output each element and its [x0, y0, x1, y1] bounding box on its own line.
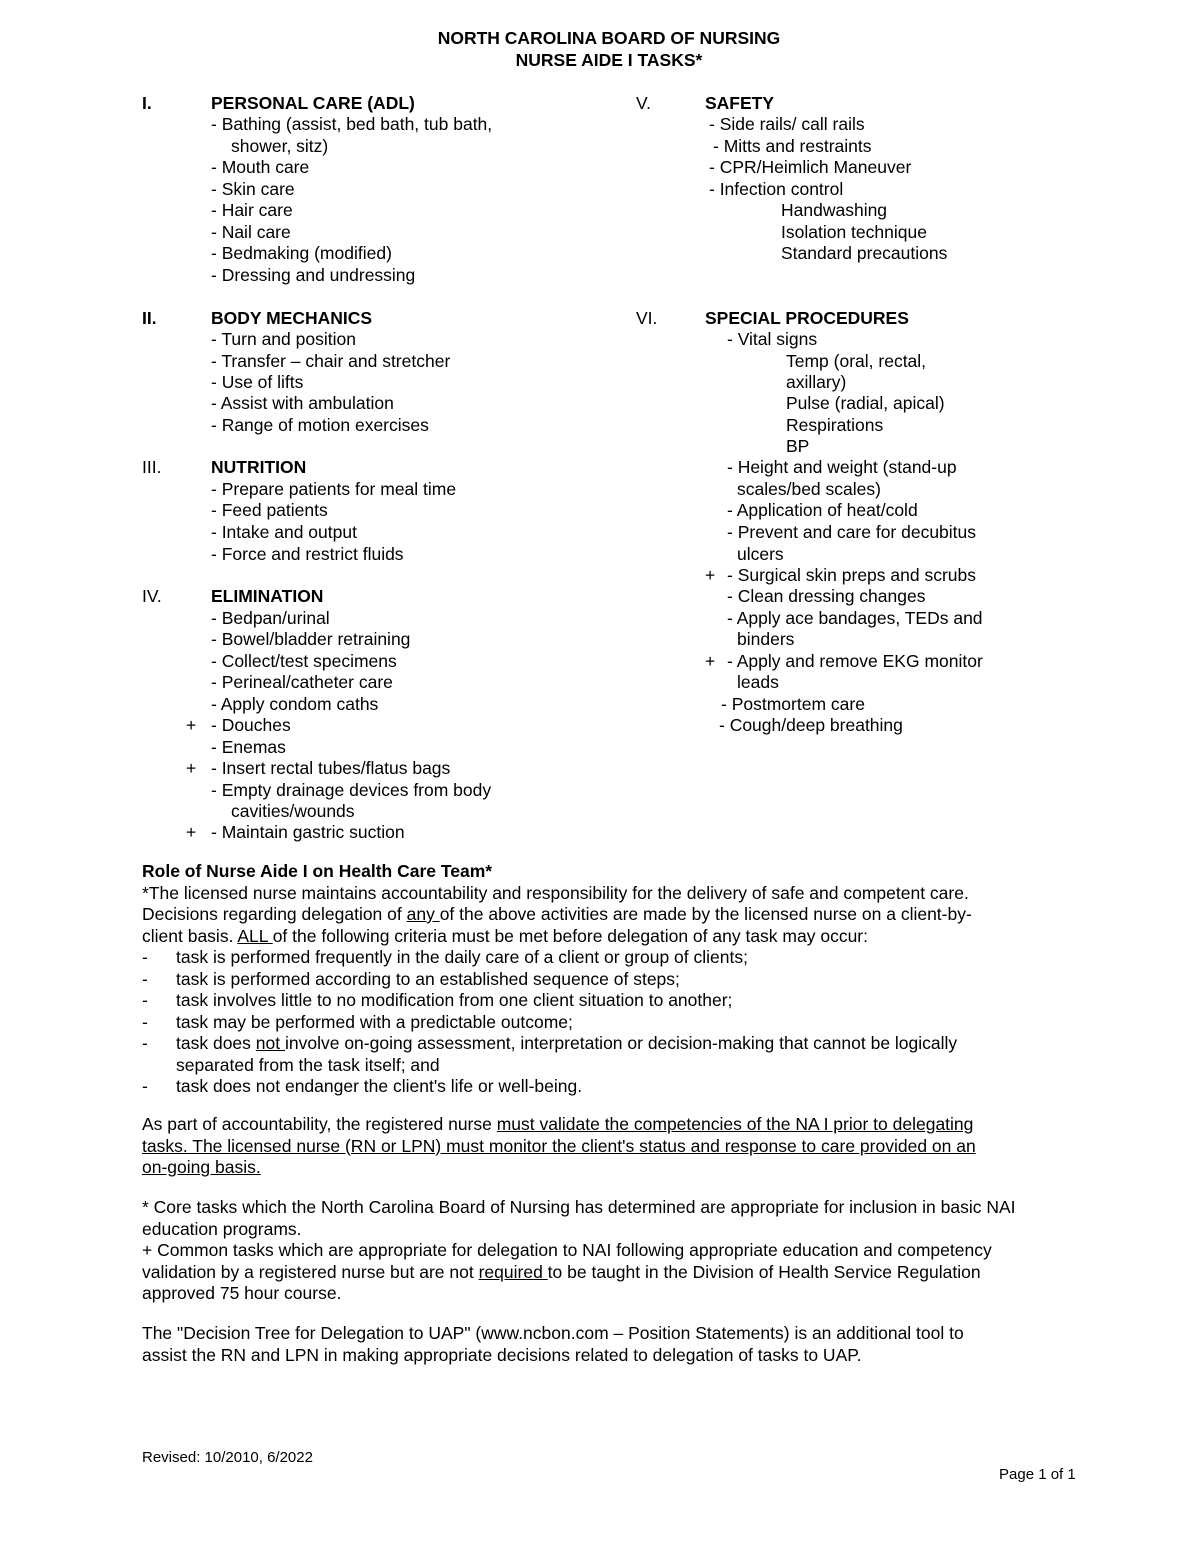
section-number: II.: [142, 308, 157, 328]
section-title-personal-care: PERSONAL CARE (ADL): [211, 93, 415, 113]
text-run: of the above activities are made by the licensed nurse on a client-by-: [439, 904, 972, 924]
section-title-special-procedures: SPECIAL PROCEDURES: [705, 308, 909, 328]
list-item: - Turn and position: [211, 329, 356, 349]
list-item: - Use of lifts: [211, 372, 304, 392]
criteria-item: [142, 947, 1082, 969]
list-item: - Mouth care: [211, 157, 310, 177]
role-heading: Role of Nurse Aide I on Health Care Team*: [142, 861, 493, 881]
criteria-text: task does not endanger the client's life or well-being.: [176, 1076, 583, 1096]
list-item: cavities/wounds: [231, 801, 355, 821]
list-item: Standard precautions: [781, 243, 948, 263]
list-item: - Apply condom caths: [211, 694, 379, 714]
criteria-item: [142, 969, 1082, 991]
revised-date: Revised: 10/2010, 6/2022: [142, 1449, 313, 1466]
list-item: - Transfer – chair and stretcher: [211, 351, 451, 371]
criteria-item: [142, 1012, 1082, 1034]
list-item: - Mitts and restraints: [713, 136, 872, 156]
list-item: Handwashing: [781, 200, 888, 220]
list-item: Respirations: [786, 415, 884, 435]
list-item: - Nail care: [211, 222, 291, 242]
list-item: - Hair care: [211, 200, 293, 220]
dash-bullet: -: [142, 1076, 148, 1096]
decision-tree-paragraph: [142, 1323, 1082, 1366]
criteria-text: task involves little to no modification from one client situation to another;: [176, 990, 733, 1010]
criteria-item: [142, 990, 1082, 1012]
section-title-elimination: ELIMINATION: [211, 586, 324, 606]
note-line: * Core tasks which the North Carolina Board of Nursing has determined are appropriate for inclusion in basic NAI: [142, 1197, 1016, 1217]
list-item: - Bathing (assist, bed bath, tub bath,: [211, 114, 493, 134]
list-item: - Prepare patients for meal time: [211, 479, 457, 499]
section-number: IV.: [142, 586, 162, 606]
dash-bullet: -: [142, 1011, 148, 1032]
list-item: - Empty drainage devices from body: [211, 780, 492, 800]
list-item: Pulse (radial, apical): [786, 393, 945, 413]
role-paragraph-line: *The licensed nurse maintains accountability and responsibility for the delivery of safe and competent care.: [142, 882, 969, 903]
plus-marker: +: [186, 758, 197, 778]
role-section: [142, 861, 1082, 1098]
list-item: - Bedmaking (modified): [211, 243, 392, 263]
list-item: - Feed patients: [211, 500, 328, 520]
list-item: scales/bed scales): [737, 479, 881, 499]
list-item: - Infection control: [709, 179, 844, 199]
list-item: - Dressing and undressing: [211, 265, 416, 285]
emphasis-required: required: [478, 1261, 548, 1282]
list-item: - Vital signs: [727, 329, 818, 349]
list-item: - Assist with ambulation: [211, 393, 394, 413]
dash-bullet: -: [142, 1033, 148, 1053]
page-number: Page 1 of 1: [999, 1466, 1076, 1483]
list-item: binders: [737, 629, 795, 649]
plus-marker: +: [186, 715, 197, 735]
note-line: education programs.: [142, 1218, 302, 1239]
section-title-body-mechanics: BODY MECHANICS: [211, 308, 373, 328]
list-item: - Postmortem care: [721, 694, 865, 714]
note-line: + Common tasks which are appropriate for delegation to NAI following appropriate education and competency: [142, 1240, 992, 1260]
text-run: validation by a registered nurse but are not: [142, 1261, 479, 1282]
criteria-text: involve on-going assessment, interpretation or decision-making that cannot be logically: [284, 1033, 958, 1053]
note-line: approved 75 hour course.: [142, 1283, 342, 1303]
criteria-text: task is performed according to an established sequence of steps;: [176, 968, 680, 989]
list-item: - Bowel/bladder retraining: [211, 629, 411, 649]
list-item: - Prevent and care for decubitus: [727, 522, 977, 542]
text-run: As part of accountability, the registered nurse: [142, 1114, 497, 1134]
role-paragraph-line: [142, 904, 1082, 926]
list-item: - Side rails/ call rails: [709, 114, 865, 134]
underlined-text: tasks. The licensed nurse (RN or LPN) must monitor the client's status and response to care provided on an: [142, 1135, 976, 1156]
list-item: - Intake and output: [211, 522, 357, 542]
criteria-text: task does: [176, 1033, 256, 1053]
text-run: to be taught in the Division of Health Service Regulation: [547, 1261, 981, 1282]
note-line: [142, 1262, 1082, 1284]
list-item: ulcers: [737, 544, 784, 564]
plus-marker: +: [705, 565, 716, 585]
list-item: axillary): [786, 372, 847, 392]
list-item: - Perineal/catheter care: [211, 672, 393, 692]
underlined-text: must validate the competencies of the NA I prior to delegating: [496, 1114, 974, 1134]
list-item: - Clean dressing changes: [727, 586, 926, 606]
section-title-nutrition: NUTRITION: [211, 457, 307, 477]
list-item: - Skin care: [211, 179, 295, 199]
plus-marker: +: [186, 822, 197, 842]
dash-bullet: -: [142, 968, 148, 989]
text-run: Decisions regarding delegation of: [142, 904, 407, 924]
section-number: III.: [142, 457, 162, 477]
list-item: - Force and restrict fluids: [211, 544, 404, 564]
notes-paragraph: [142, 1197, 1082, 1305]
list-item: - CPR/Heimlich Maneuver: [709, 157, 912, 177]
dash-bullet: -: [142, 990, 148, 1010]
list-item: leads: [737, 672, 779, 692]
list-item: - Bedpan/urinal: [211, 608, 330, 628]
emphasis-not: not: [255, 1033, 285, 1053]
note-line: assist the RN and LPN in making appropriate decisions related to delegation of tasks to UAP.: [142, 1344, 862, 1365]
list-item: - Apply and remove EKG monitor: [727, 651, 983, 671]
dash-bullet: -: [142, 947, 148, 967]
accountability-paragraph: [142, 1114, 1082, 1179]
list-item: shower, sitz): [231, 136, 329, 156]
document-title: NORTH CAROLINA BOARD OF NURSING: [437, 28, 781, 48]
emphasis-all: ALL: [237, 925, 273, 946]
list-item: Isolation technique: [781, 222, 927, 242]
underlined-text: on-going basis.: [142, 1157, 261, 1177]
list-item: - Cough/deep breathing: [719, 715, 903, 735]
list-item: - Enemas: [211, 737, 286, 757]
note-line: The "Decision Tree for Delegation to UAP" (www.ncbon.com – Position Statements) is an additional tool to: [142, 1323, 964, 1343]
criteria-item-continued: [142, 1055, 1082, 1077]
list-item: BP: [786, 436, 810, 456]
list-item: - Surgical skin preps and scrubs: [727, 565, 976, 585]
section-number: VI.: [636, 308, 658, 328]
list-item: - Apply ace bandages, TEDs and: [727, 608, 983, 628]
criteria-text: task is performed frequently in the daily care of a client or group of clients;: [176, 947, 748, 967]
list-item: - Height and weight (stand-up: [727, 457, 957, 477]
text-run: of the following criteria must be met before delegation of any task may occur:: [272, 925, 868, 946]
list-item: - Application of heat/cold: [727, 500, 918, 520]
list-item: - Maintain gastric suction: [211, 822, 405, 842]
list-item: - Insert rectal tubes/flatus bags: [211, 758, 451, 778]
document-subtitle: NURSE AIDE I TASKS*: [515, 50, 703, 70]
criteria-text: task may be performed with a predictable outcome;: [176, 1011, 573, 1032]
list-item: - Douches: [211, 715, 291, 735]
criteria-item: [142, 1076, 1082, 1098]
plus-marker: +: [705, 651, 716, 671]
list-item: - Range of motion exercises: [211, 415, 429, 435]
criteria-item: [142, 1033, 1082, 1055]
text-run: client basis.: [142, 925, 238, 946]
criteria-text: separated from the task itself; and: [176, 1054, 440, 1075]
list-item: - Collect/test specimens: [211, 651, 397, 671]
section-number: V.: [636, 93, 651, 113]
emphasis-any: any: [406, 904, 440, 924]
list-item: Temp (oral, rectal,: [786, 351, 927, 371]
role-paragraph-line: [142, 926, 1082, 948]
section-number: I.: [142, 93, 152, 113]
section-title-safety: SAFETY: [705, 93, 775, 113]
